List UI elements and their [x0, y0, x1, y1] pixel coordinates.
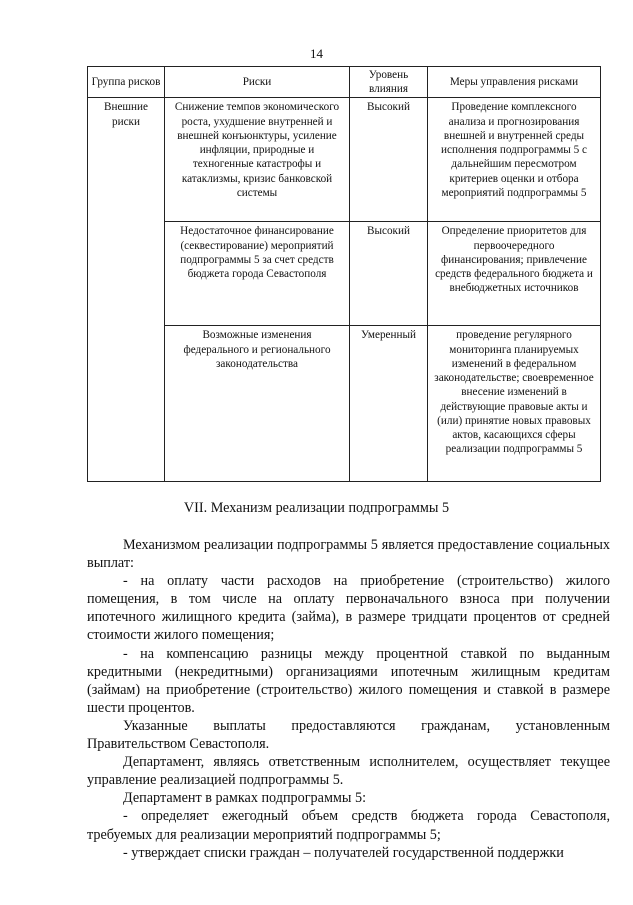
- header-risk-measures: Меры управления рисками: [428, 67, 601, 98]
- header-risk-group: Группа рисков: [88, 67, 165, 98]
- risk-cell: Возможные изменения федерального и регионального законодательства: [165, 326, 350, 482]
- body-text: [87, 536, 610, 862]
- paragraph: Механизмом реализации подпрограммы 5 является предоставление социальных выплат:: [87, 537, 610, 572]
- header-impact-level: Уровень влияния: [350, 67, 428, 98]
- impact-level-cell: Высокий: [350, 222, 428, 326]
- risk-group-cell: Внешние риски: [88, 98, 165, 482]
- page-number: 14: [310, 46, 323, 61]
- paragraph: - определяет ежегодный объем средств бюджета города Севастополя, требуемых для реализации мероприятий подпрограммы 5;: [87, 808, 610, 843]
- paragraph: Департамент в рамках подпрограммы 5:: [123, 790, 367, 807]
- table-header-row: [88, 67, 601, 98]
- paragraph: - на компенсацию разницы между процентной ставкой по выданным кредитными (некредитными) организациями ипотечным жилищным кредитам (займам) на приобретение (строительство) жилого помещения и ставкой в размере шести процентов.: [87, 645, 610, 716]
- risk-cell: Снижение темпов экономического роста, ухудшение внутренней и внешней конъюнктуры, усиление инфляции, природные и техногенные катастрофы и катаклизмы, кризис банковской системы: [165, 98, 350, 222]
- paragraph: - на оплату части расходов на приобретение (строительство) жилого помещения, в том числе на оплату первоначального взноса при получении ипотечного жилищного кредита (займа), в размере тридцати процентов от средней стоимости жилого помещения;: [87, 573, 610, 644]
- measures-cell: Определение приоритетов для первоочередного финансирования; привлечение средств федерального бюджета и внебюджетных источников: [428, 222, 601, 326]
- paragraph: Указанные выплаты предоставляются гражданам, установленным Правительством Севастополя.: [87, 717, 610, 753]
- paragraph: Департамент, являясь ответственным исполнителем, осуществляет текущее управление реализацией подпрограммы 5.: [87, 754, 610, 789]
- paragraph: - утверждает списки граждан – получателей государственной поддержки: [123, 844, 564, 861]
- section-title: VII. Механизм реализации подпрограммы 5: [183, 500, 450, 516]
- measures-cell: проведение регулярного мониторинга планируемых изменений в федеральном законодательстве; своевременное внесение изменений в действующие правовые акты и (или) принятие новых правовых актов, касающихся сферы реализации подпрограммы 5: [428, 326, 601, 482]
- impact-level-cell: Умеренный: [350, 326, 428, 482]
- measures-cell: Проведение комплексного анализа и прогнозирования внешней и внутренней среды исполнения подпрограммы 5 с дальнейшим пересмотром критериев оценки и отбора мероприятий подпрограммы 5: [428, 98, 601, 222]
- header-risks: Риски: [165, 67, 350, 98]
- table-row: [88, 222, 601, 326]
- risk-cell: Недостаточное финансирование (секвестирование) мероприятий подпрограммы 5 за счет средств бюджета города Севастополя: [165, 222, 350, 326]
- table-row: [88, 98, 601, 222]
- impact-level-cell: Высокий: [350, 98, 428, 222]
- table-row: [88, 326, 601, 482]
- risk-table: [87, 66, 601, 482]
